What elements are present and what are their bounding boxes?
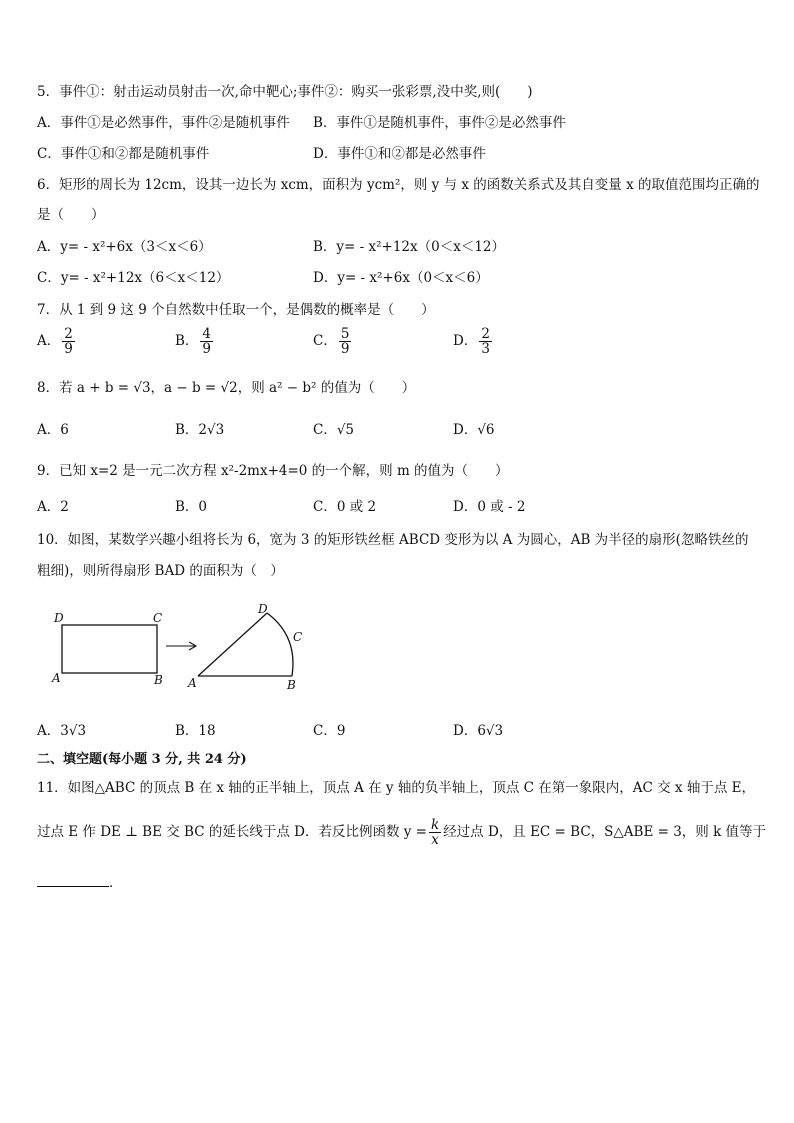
sector-label-b: B — [287, 678, 296, 692]
fraction-numerator: 2 — [64, 326, 73, 342]
sector-label-d: D — [258, 602, 268, 616]
q7-option-b — [175, 327, 215, 356]
q11-stem-line3 — [37, 872, 123, 893]
sector-arc-dcb — [267, 613, 293, 676]
q8-option-c: C．√5 — [313, 422, 355, 438]
rect-label-a: A — [52, 671, 61, 685]
q6-option-a: A．y= - x²+6x（3＜x＜6） — [37, 239, 212, 255]
q11-end-mark: ． — [109, 875, 123, 891]
q7-option-c-label: C． — [313, 333, 337, 349]
q5-option-c: C．事件①和②都是随机事件 — [37, 146, 210, 162]
sector-radius-ad — [198, 613, 267, 676]
q6-option-b: B．y= - x²+12x（0＜x＜12） — [313, 239, 506, 255]
q11-stem-part2: 经过点 D，且 EC = BC，S△ABE = 3，则 k 值等于 — [443, 824, 767, 840]
q7-option-c — [313, 327, 353, 356]
q7-option-c-fraction — [339, 327, 352, 356]
fraction-denominator: 9 — [64, 341, 73, 357]
sector-label-c: C — [293, 630, 303, 644]
q6-option-c: C．y= - x²+12x（6＜x＜12） — [37, 270, 230, 286]
q10-option-a: A．3√3 — [37, 723, 87, 739]
q5-option-b: B．事件①是随机事件，事件②是必然事件 — [313, 115, 566, 131]
rect-label-d: D — [54, 611, 64, 625]
q9-stem: 9．已知 x=2 是一元二次方程 x²-2mx+4=0 的一个解，则 m 的值为（ ） — [37, 463, 509, 479]
q7-option-b-label: B． — [175, 333, 199, 349]
q11-stem-line2 — [37, 818, 766, 847]
fraction-numerator: 2 — [481, 326, 490, 342]
q7-option-d-label: D． — [453, 333, 478, 349]
fraction-denominator: x — [431, 832, 439, 848]
q5-stem: 5．事件①：射击运动员射击一次,命中靶心;事件②：购买一张彩票,没中奖,则( ) — [37, 84, 533, 100]
q8-option-d: D．√6 — [453, 422, 495, 438]
answer-blank[interactable] — [37, 872, 109, 887]
q6-stem-line2: 是（ ） — [37, 207, 105, 223]
q7-option-a-fraction — [62, 327, 75, 356]
q8-option-a: A．6 — [37, 422, 69, 438]
q7-option-d-fraction — [479, 327, 492, 356]
q7-option-a — [37, 327, 77, 356]
rectangle-abcd — [62, 625, 157, 673]
q11-stem-part1: 过点 E 作 DE ⊥ BE 交 BC 的延长线于点 D．若反比例函数 y = — [37, 824, 427, 840]
q7-stem: 7．从 1 到 9 这 9 个自然数中任取一个，是偶数的概率是（ ） — [37, 302, 435, 318]
q10-option-c: C．9 — [313, 723, 346, 739]
q10-figure — [40, 598, 330, 698]
q10-stem-line2: 粗细)，则所得扇形 BAD 的面积为（ ） — [37, 563, 284, 579]
q11-stem-line1: 11．如图△ABC 的顶点 B 在 x 轴的正半轴上，顶点 A 在 y 轴的负半轴上，顶点 C 在第一象限内，AC 交 x 轴于点 E， — [37, 780, 755, 796]
q11-fraction — [429, 818, 441, 847]
q6-stem-line1: 6．矩形的周长为 12cm，设其一边长为 xcm，面积为 ycm²，则 y 与 x 的函数关系式及其自变量 x 的取值范围均正确的 — [37, 177, 760, 193]
fraction-denominator: 9 — [202, 341, 212, 357]
q9-option-d: D．0 或 - 2 — [453, 499, 526, 515]
q9-option-b: B．0 — [175, 499, 208, 515]
rect-label-b: B — [154, 673, 163, 687]
q10-option-b: B．18 — [175, 723, 216, 739]
q8-option-b: B．2√3 — [175, 422, 225, 438]
q10-stem-line1: 10．如图，某数学兴趣小组将长为 6，宽为 3 的矩形铁丝框 ABCD 变形为以 A 为圆心，AB 为半径的扇形(忽略铁丝的 — [37, 532, 749, 548]
q7-option-b-fraction — [200, 327, 213, 356]
q9-option-c: C．0 或 2 — [313, 499, 377, 515]
fraction-numerator: 4 — [202, 326, 212, 342]
section2-title: 二、填空题(每小题 3 分, 共 24 分) — [37, 752, 247, 767]
q9-option-a: A．2 — [37, 499, 69, 515]
fraction-denominator: 3 — [481, 341, 490, 357]
rect-label-c: C — [153, 611, 163, 625]
q7-option-a-label: A． — [37, 333, 61, 349]
q8-stem: 8．若 a + b = √3，a − b = √2，则 a² − b² 的值为（ ） — [37, 380, 416, 396]
q7-option-d — [453, 327, 494, 356]
q10-option-d: D．6√3 — [453, 723, 504, 739]
sector-label-a: A — [188, 676, 197, 690]
fraction-denominator: 9 — [340, 341, 350, 357]
q5-option-a: A．事件①是必然事件，事件②是随机事件 — [37, 115, 290, 131]
q6-option-d: D．y= - x²+6x（0＜x＜6） — [313, 270, 489, 286]
fraction-numerator: 5 — [340, 326, 350, 342]
fraction-numerator: k — [430, 817, 440, 833]
q5-option-d: D．事件①和②都是必然事件 — [313, 146, 486, 162]
